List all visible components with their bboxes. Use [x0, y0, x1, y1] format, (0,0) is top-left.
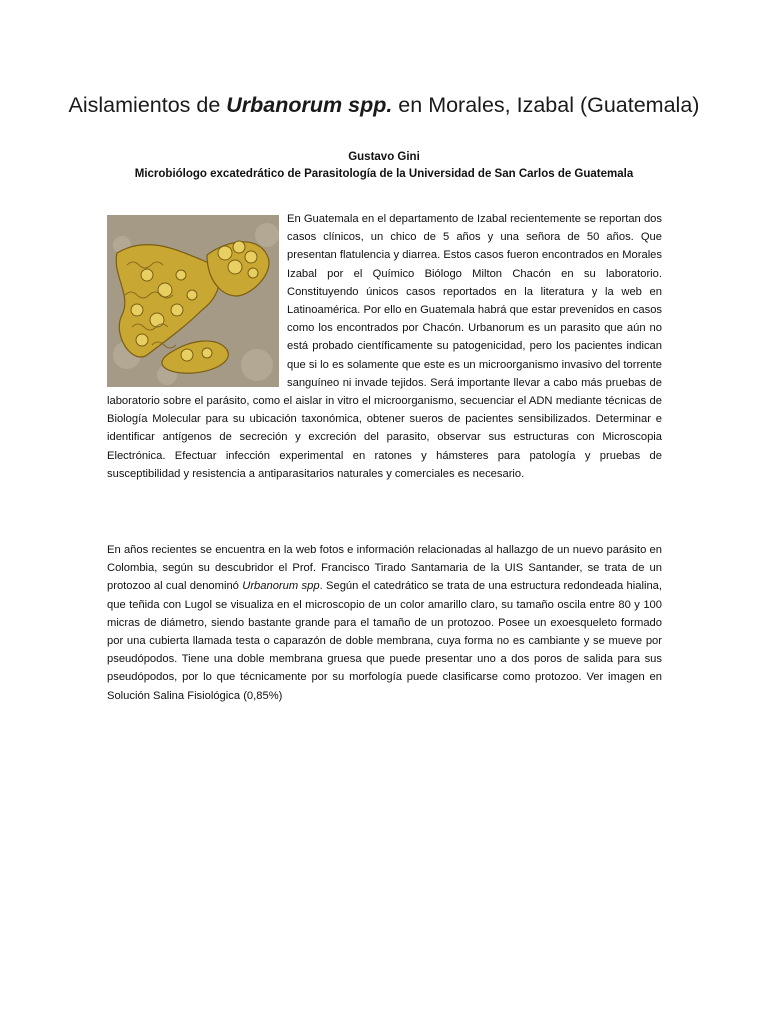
title-text-after: en Morales, Izabal (Guatemala)	[392, 93, 700, 117]
paragraph-2-species-name: Urbanorum spp	[242, 580, 320, 593]
title-species-name: Urbanorum spp.	[226, 93, 393, 117]
document-title	[60, 92, 708, 119]
author-affiliation: Microbiólogo excatedrático de Parasitología de la Universidad de San Carlos de Guatemala	[134, 168, 634, 180]
paragraph-2	[107, 541, 662, 705]
paragraph-2-text-after: . Según el catedrático se trata de una estructura redondeada hialina, que teñida con Lugol se visualiza en el microscopio de un color amarillo claro, su tamaño oscila entre 80 y 100 micras de diámetro, siendo bastante grande para el tamaño de un protozoo. Posee un exoesqueleto formado por una cubierta llamada testa o caparazón de doble membrana, cuya forma no es cambiante y se mueve por pseudópodos. Tiene una doble membrana gruesa que puede presentar uno a dos poros de salida para sus pseudópodos, por lo que técnicamente por su morfología puede clasificarse como protozoo. Ver imagen en Solución Salina Fisiológica (0,85%)	[107, 580, 663, 702]
title-text-before: Aislamientos de	[68, 93, 227, 117]
author-name: Gustavo Gini	[348, 151, 420, 163]
paragraph-1-block	[107, 210, 662, 483]
micrograph-image	[107, 215, 279, 387]
paragraph-2-text-before: En años recientes se encuentra en la web fotos e información relacionadas al hallazgo de un nuevo parásito en Colombia, según su descubridor el Prof. Francisco Tirado Santamaria de la UIS Santander, se trata de un protozoo al cual denominó	[107, 544, 662, 593]
paragraph-2-block	[107, 541, 662, 705]
paragraph-1: En Guatemala en el departamento de Izabal recientemente se reportan dos casos clínicos, un chico de 5 años y una señora de 50 años. Que presentan flatulencia y diarrea. Estos casos fueron encontrados en Morales Izabal por el Químico Biólogo Milton Chacón en su laboratorio. Constituyendo únicos casos reportados en la literatura y la web en Latinoamérica. Por ello en Guatemala habrá que estar prevenidos en casos como los encontrados por Chacón. Urbanorum es un parasito que aún no está probado científicamente su patogenicidad, pero los pacientes indican que si lo es solamente que este es un microorganismo invasivo del torrente sanguíneo ni invade tejidos. Será importante llevar a cabo más pruebas de laboratorio sobre el parásito, como el aislar in vitro el microorganismo, secuenciar el ADN mediante técnicas de Biología Molecular para su ubicación taxonómica, obtener sueros de pacientes sensibilizados. Determinar e identificar antígenos de secreción y excreción del parasito, observar sus estructuras con Microscopia Electrónica. Efectuar infección experimental en ratones y hámsteres para patología y pruebas de susceptibilidad y resistencia a antiparasitarios naturales y comerciales es necesario.	[107, 213, 663, 480]
